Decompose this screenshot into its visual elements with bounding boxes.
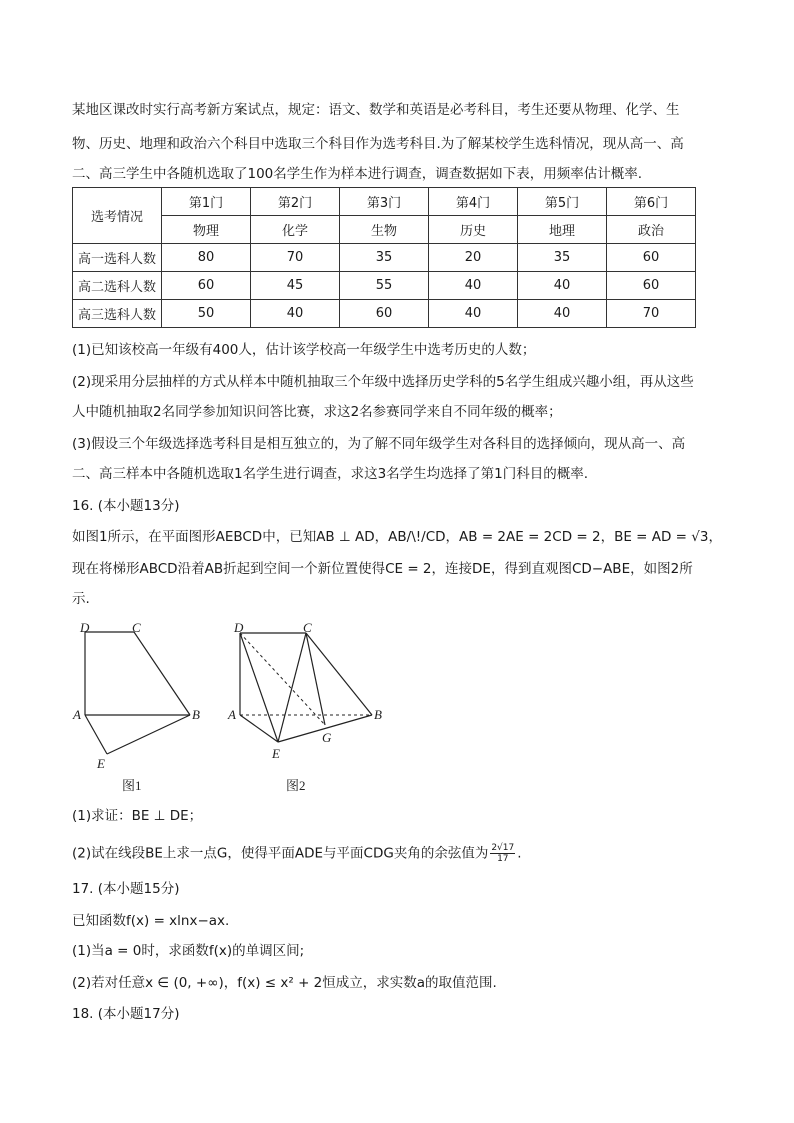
row-label: 高二选科人数 [73, 272, 162, 300]
q16-part2 [72, 843, 722, 864]
cosine-fraction [490, 843, 515, 864]
q16-part2-text: (2)试在线段BE上求一点G，使得平面ADE与平面CDG夹角的余弦值为 [72, 845, 489, 862]
intro-line-1: 某地区课改时实行高考新方案试点，规定：语文、数学和英语是必考科目，考生还要从物理、化学、生 [72, 102, 680, 118]
table-header-row-1 [73, 188, 696, 216]
table-cell: 40 [251, 300, 340, 328]
intro-line-2: 物、历史、地理和政治六个科目中选取三个科目作为选考科目.为了解某校学生选科情况，现从高一、高 [72, 136, 684, 152]
table-cell: 55 [340, 272, 429, 300]
figure-1 [70, 618, 210, 798]
fig2-label-E: E [272, 746, 280, 761]
subject-index: 第6门 [607, 188, 696, 216]
q16-line2: 现在将梯形ABCD沿着AB折起到空间一个新位置使得CE = 2，连接DE，得到直观图CD−ABE，如图2所 [72, 561, 693, 577]
table-cell: 40 [518, 272, 607, 300]
q17-header: 17. (本小题15分) [72, 881, 180, 897]
table-corner: 选考情况 [73, 188, 162, 244]
fig1-label-B: B [192, 707, 200, 722]
q16-part2-end: . [517, 845, 522, 862]
fig2-label-B: B [374, 707, 382, 722]
table-cell: 60 [340, 300, 429, 328]
table-cell: 60 [162, 272, 251, 300]
fig1-label-E: E [97, 756, 105, 771]
q15-part1: (1)已知该校高一年级有400人，估计该学校高一年级学生中选考历史的人数； [72, 342, 536, 358]
subject-name: 地理 [518, 216, 607, 244]
q16-part1: (1)求证：BE ⊥ DE； [72, 808, 203, 824]
table-cell: 60 [607, 244, 696, 272]
table-cell: 40 [429, 272, 518, 300]
q17-part2: (2)若对任意x ∈ (0, +∞)，f(x) ≤ x² + 2恒成立，求实数a的取值范围. [72, 975, 497, 991]
table-cell: 40 [518, 300, 607, 328]
table-cell: 45 [251, 272, 340, 300]
table-cell: 80 [162, 244, 251, 272]
figure-2 [226, 618, 396, 798]
table-cell: 50 [162, 300, 251, 328]
subject-name: 生物 [340, 216, 429, 244]
table-row [73, 244, 696, 272]
fig1-label-A: A [73, 707, 81, 722]
fig2-label-C: C [303, 620, 312, 635]
subject-name: 物理 [162, 216, 251, 244]
subject-index: 第1门 [162, 188, 251, 216]
table-row [73, 272, 696, 300]
fig2-label-G: G [322, 730, 332, 745]
table-cell: 20 [429, 244, 518, 272]
fraction-denominator: 17 [497, 854, 509, 864]
q17-part1: (1)当a = 0时，求函数f(x)的单调区间; [72, 943, 305, 959]
q15-part2-line1: (2)现采用分层抽样的方式从样本中随机抽取三个年级中选择历史学科的5名学生组成兴趣小组，再从这些 [72, 374, 694, 390]
subject-name: 历史 [429, 216, 518, 244]
q16-line3: 示. [72, 591, 90, 607]
subject-name: 化学 [251, 216, 340, 244]
q16-line1: 如图1所示，在平面图形AEBCD中，已知AB ⊥ AD，AB/\!/CD，AB = 2AE = 2CD = 2，BE = AD = √3， [72, 529, 722, 545]
table-row [73, 300, 696, 328]
fig1-label-D: D [80, 620, 90, 635]
table-cell: 35 [518, 244, 607, 272]
fig1-caption: 图1 [122, 778, 142, 793]
fig2-label-D: D [234, 620, 244, 635]
fig1-label-C: C [132, 620, 141, 635]
q17-line1: 已知函数f(x) = xlnx−ax. [72, 913, 230, 929]
fig2-label-A: A [228, 707, 236, 722]
q15-part2-line2: 人中随机抽取2名同学参加知识问答比赛，求这2名参赛同学来自不同年级的概率； [72, 404, 562, 420]
intro-line-3: 二、高三学生中各随机选取了100名学生作为样本进行调查，调查数据如下表，用频率估计概率. [72, 166, 643, 182]
q18-header: 18. (本小题17分) [72, 1006, 180, 1022]
fraction-numerator: 2√17 [491, 843, 515, 853]
table-cell: 35 [340, 244, 429, 272]
table-cell: 70 [607, 300, 696, 328]
table-cell: 40 [429, 300, 518, 328]
subject-index: 第2门 [251, 188, 340, 216]
row-label: 高一选科人数 [73, 244, 162, 272]
q15-part3-line2: 二、高三样本中各随机选取1名学生进行调查，求这3名学生均选择了第1门科目的概率. [72, 466, 589, 482]
subject-index: 第4门 [429, 188, 518, 216]
table-cell: 70 [251, 244, 340, 272]
row-label: 高三选科人数 [73, 300, 162, 328]
table-cell: 60 [607, 272, 696, 300]
subject-index: 第3门 [340, 188, 429, 216]
table-header-row-2 [73, 216, 696, 244]
fig2-caption: 图2 [286, 778, 306, 793]
q15-part3-line1: (3)假设三个年级选择选考科目是相互独立的，为了解不同年级学生对各科目的选择倾向，现从高一、高 [72, 436, 686, 452]
subject-index: 第5门 [518, 188, 607, 216]
q16-header: 16. (本小题13分) [72, 498, 180, 514]
subject-name: 政治 [607, 216, 696, 244]
selection-table [72, 187, 696, 328]
